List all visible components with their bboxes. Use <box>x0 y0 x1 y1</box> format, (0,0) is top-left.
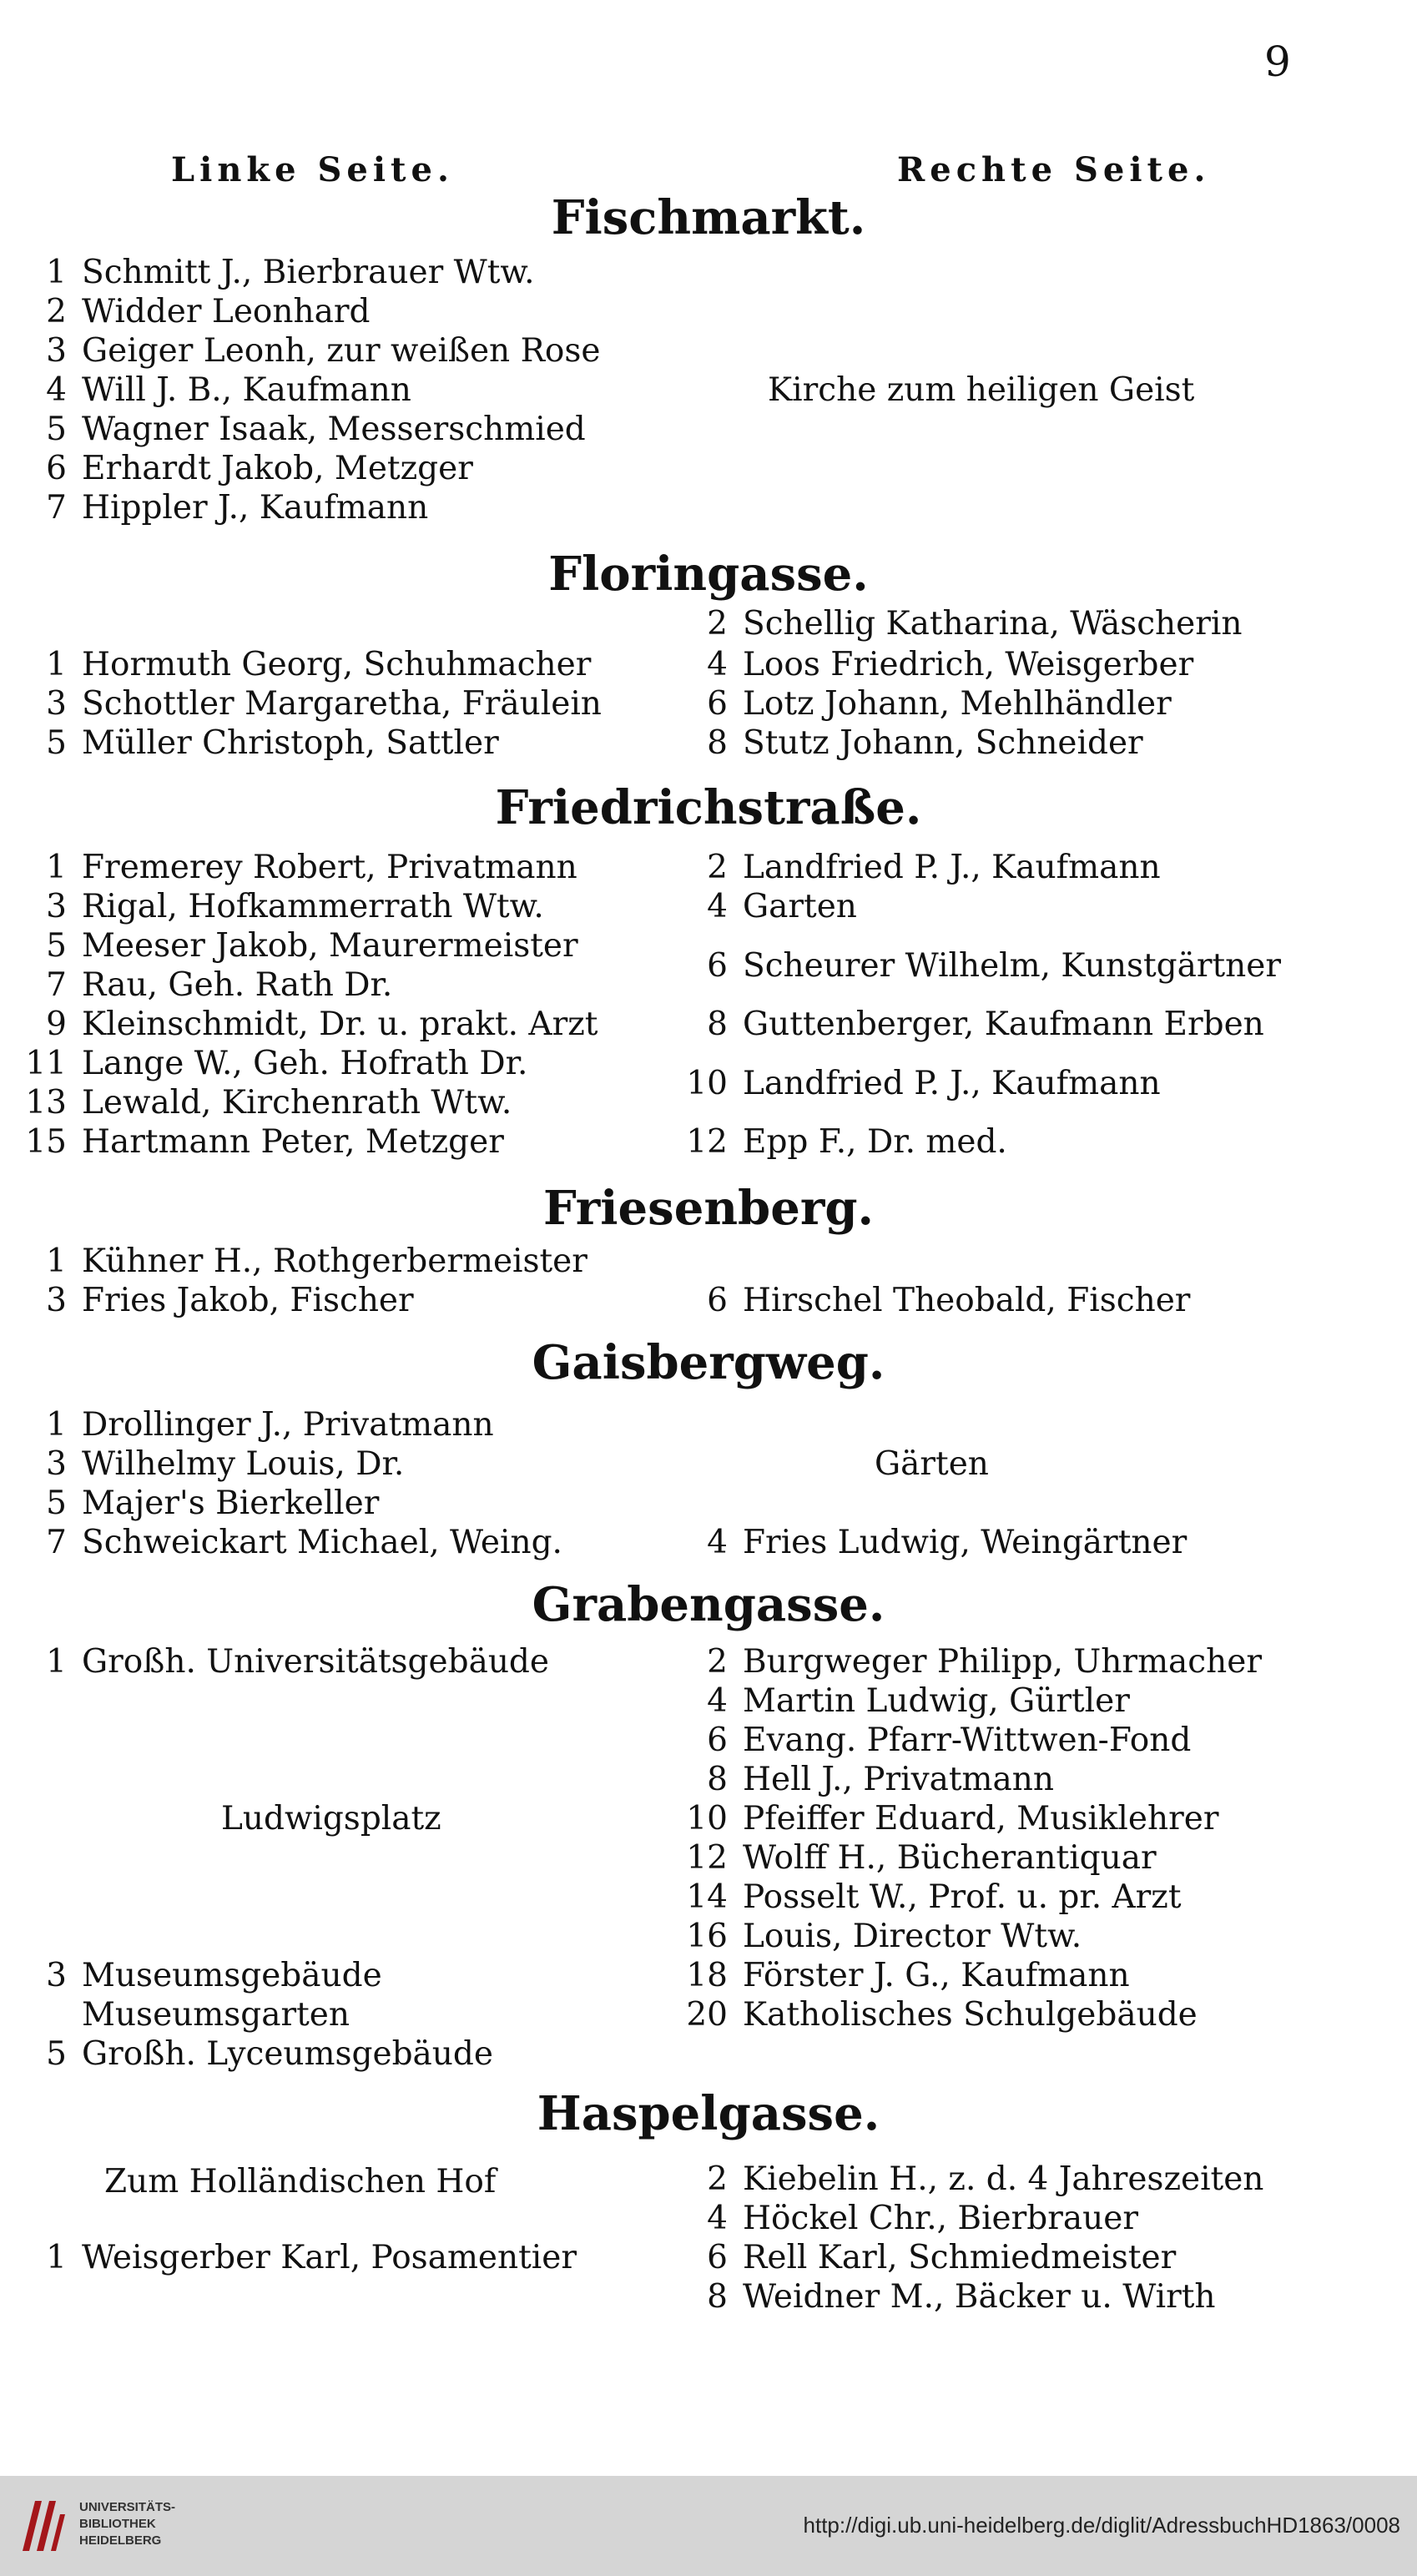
left-note: Zum Holländischen Hof <box>104 2163 497 2200</box>
entry-left: 15 Hartmann Peter, Metzger <box>25 1123 504 1161</box>
entry-left: 1 Weisgerber Karl, Posamentier <box>46 2239 577 2276</box>
street-heading-friesenberg: Friesenberg. <box>543 1181 874 1236</box>
entry-right: 8 Weidner M., Bäcker u. Wirth <box>707 2278 1216 2316</box>
entry-left: 3 Geiger Leonh, zur weißen Rose <box>46 332 601 370</box>
entry-left: 3 Museumsgebäude <box>46 1957 382 1994</box>
entry-right: 2 Schellig Katharina, Wäscherin <box>707 605 1243 643</box>
entry-right: 8 Guttenberger, Kaufmann Erben <box>707 1006 1264 1043</box>
right-note: Gärten <box>875 1445 989 1483</box>
left-side-header: Linke Seite. <box>171 150 454 189</box>
entry-right: 4 Garten <box>707 888 857 925</box>
entry-left: 3 Schottler Margaretha, Fräulein <box>46 685 602 723</box>
entry-left: 3 Fries Jakob, Fischer <box>46 1282 414 1319</box>
right-note: Kirche zum heiligen Geist <box>768 371 1195 409</box>
street-heading-grabengasse: Grabengasse. <box>532 1577 885 1632</box>
entry-left: 11 Lange W., Geh. Hofrath Dr. <box>25 1045 528 1082</box>
entry-left: 6 Erhardt Jakob, Metzger <box>46 450 473 487</box>
page-number: 9 <box>1264 38 1291 86</box>
entry-left: 7 Rau, Geh. Rath Dr. <box>46 966 393 1004</box>
entry-left: 5 Wagner Isaak, Messerschmied <box>46 411 586 448</box>
source-url-link[interactable]: http://digi.ub.uni-heidelberg.de/diglit/AdressbuchHD1863/0008 <box>803 2513 1400 2538</box>
entry-left: 1 Großh. Universitätsgebäude <box>46 1643 549 1681</box>
entry-left: 7 Schweickart Michael, Weing. <box>46 1524 562 1561</box>
entry-right: 10 Pfeiffer Eduard, Musiklehrer <box>686 1800 1219 1837</box>
street-heading-gaisbergweg: Gaisbergweg. <box>532 1335 885 1390</box>
entry-left: 5 Großh. Lyceumsgebäude <box>46 2035 493 2073</box>
entry-left: 1 Drollinger J., Privatmann <box>46 1406 494 1444</box>
entry-right: 8 Stutz Johann, Schneider <box>707 724 1143 762</box>
entry-right: 6 Evang. Pfarr-Wittwen-Fond <box>707 1722 1192 1759</box>
right-side-header: Rechte Seite. <box>897 150 1211 189</box>
entry-right: 4 Fries Ludwig, Weingärtner <box>707 1524 1188 1561</box>
entry-right: 10 Landfried P. J., Kaufmann <box>686 1065 1161 1102</box>
street-heading-friedrichstrasse: Friedrichstraße. <box>495 780 922 835</box>
entry-right: 6 Scheurer Wilhelm, Kunstgärtner <box>707 947 1282 985</box>
entry-left: Museumsgarten <box>82 1996 350 2034</box>
entry-right: 14 Posselt W., Prof. u. pr. Arzt <box>686 1878 1182 1916</box>
entry-right: 20 Katholisches Schulgebäude <box>686 1996 1198 2034</box>
street-heading-floringasse: Floringasse. <box>548 547 869 602</box>
footer-bar <box>0 2476 1417 2576</box>
street-heading-fischmarkt: Fischmarkt. <box>551 190 866 245</box>
entry-left: 9 Kleinschmidt, Dr. u. prakt. Arzt <box>46 1006 598 1043</box>
entry-left: 1 Fremerey Robert, Privatmann <box>46 849 577 886</box>
entry-right: 18 Förster J. G., Kaufmann <box>686 1957 1130 1994</box>
entry-left: 7 Hippler J., Kaufmann <box>46 489 429 527</box>
entry-right: 12 Epp F., Dr. med. <box>686 1123 1007 1161</box>
library-logo-text: UNIVERSITÄTS- BIBLIOTHEK HEIDELBERG <box>79 2500 176 2548</box>
entry-right: 6 Rell Karl, Schmiedmeister <box>707 2239 1177 2276</box>
entry-right: 6 Hirschel Theobald, Fischer <box>707 1282 1191 1319</box>
entry-right: 4 Höckel Chr., Bierbrauer <box>707 2200 1138 2237</box>
entry-left: 5 Majer's Bierkeller <box>46 1485 380 1522</box>
library-logo-icon <box>18 2493 67 2559</box>
entry-right: 2 Landfried P. J., Kaufmann <box>707 849 1161 886</box>
entry-left: 4 Will J. B., Kaufmann <box>46 371 411 409</box>
entry-right: 8 Hell J., Privatmann <box>707 1761 1055 1798</box>
entry-left: 13 Lewald, Kirchenrath Wtw. <box>25 1084 512 1122</box>
entry-right: 6 Lotz Johann, Mehlhändler <box>707 685 1172 723</box>
left-note: Ludwigsplatz <box>221 1800 441 1837</box>
entry-right: 16 Louis, Director Wtw. <box>686 1918 1082 1955</box>
entry-left: 1 Kühner H., Rothgerbermeister <box>46 1243 587 1280</box>
street-heading-haspelgasse: Haspelgasse. <box>537 2086 880 2141</box>
entry-right: 2 Burgweger Philipp, Uhrmacher <box>707 1643 1262 1681</box>
entry-right: 4 Loos Friedrich, Weisgerber <box>707 646 1194 683</box>
entry-left: 1 Schmitt J., Bierbrauer Wtw. <box>46 254 535 291</box>
entry-left: 1 Hormuth Georg, Schuhmacher <box>46 646 592 683</box>
entry-right: 2 Kiebelin H., z. d. 4 Jahreszeiten <box>707 2160 1264 2198</box>
entry-left: 5 Meeser Jakob, Maurermeister <box>46 927 578 965</box>
entry-right: 12 Wolff H., Bücherantiquar <box>686 1839 1157 1877</box>
entry-left: 3 Rigal, Hofkammerrath Wtw. <box>46 888 544 925</box>
entry-left: 2 Widder Leonhard <box>46 293 371 330</box>
entry-right: 4 Martin Ludwig, Gürtler <box>707 1682 1130 1720</box>
entry-left: 5 Müller Christoph, Sattler <box>46 724 499 762</box>
entry-left: 3 Wilhelmy Louis, Dr. <box>46 1445 405 1483</box>
